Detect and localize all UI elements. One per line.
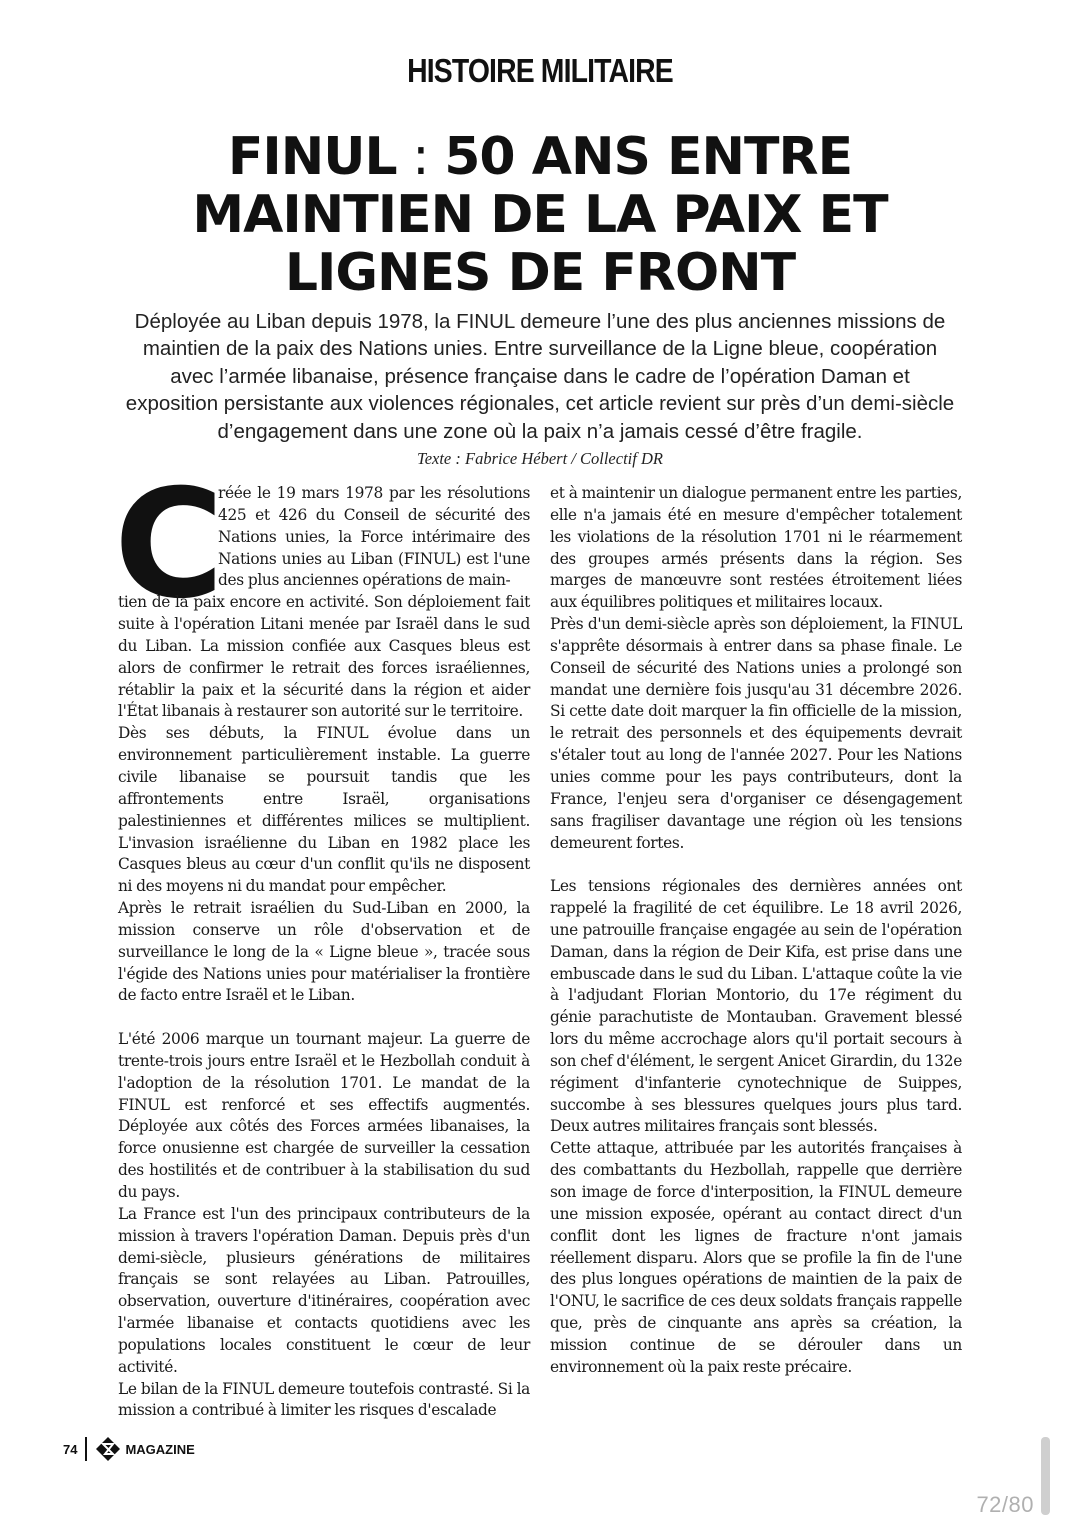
article-column-left [118, 483, 530, 1422]
paragraph: Dès ses débuts, la FINUL évolue dans un environnement particulièrement instable. La guerre civile libanaise se poursuit tandis que les affrontements entre Israël, organisations palestiniennes et différentes milices se multiplient. L'invasion israélienne du Liban en 1982 place les Casques bleus au cœur d'un conflit qu'ils ne disposent ni des moyens ni du mandat pour empêcher. [118, 724, 530, 896]
paragraph: tien de la paix encore en activité. Son déploiement fait suite à l'opération Litani menée par Israël dans le sud du Liban. La mission confiée aux Casques bleus est alors de confirmer le retrait des forces israéliennes, rétablir la paix et la sécurité dans la région et aider l'État libanais à restaurer son autorité sur le territoire. [118, 593, 530, 721]
viewer-scrollbar[interactable] [1041, 1437, 1050, 1515]
drop-cap: C [114, 458, 225, 632]
article-headline [40, 128, 1040, 302]
headline-colon: : [396, 127, 445, 187]
paragraph: L'été 2006 marque un tournant majeur. La guerre de trente-trois jours entre Israël et le Hezbollah conduit à l'adoption de la résolution 1701. Le mandat de la FINUL est renforcé et ses effectifs augmentés. Déployée aux côtés des Forces armées libanaises, la force onusienne est chargée de surveiller la cessation des hostilités et de contribuer à la stabilisation du sud du pays. [118, 1030, 530, 1201]
paragraph: Les tensions régionales des dernières années ont rappelé la fragilité de cet équilibre. Le 18 avril 2026, une patrouille française engagée au sein de l'opération Daman, dans la région de Deir Kifa, est prise dans une embuscade dans le sud du Liban. L'attaque coûte la vie à l'adjudant Florian Montorio, du 17e régiment du génie parachutiste de Montauban. Gravement blessé lors du même accrochage alors qu'il portait secours à son chef d'élément, le sergent Anicet Girardin, du 132e régiment d'infanterie cynotechnique de Suippes, succombe à ses blessures quelques jours plus tard. Deux autres militaires français sont blessés. [550, 877, 962, 1136]
lede-line: maintien de la paix des Nations unies. Entre surveillance de la Ligne bleue, coopération [142, 337, 938, 361]
paragraph-intro-dropcap: réée le 19 mars 1978 par les résolutions 425 et 426 du Conseil de sécurité des Nations unies, la Force intérimaire des Nations unies au Liban (FINUL) est l'une des plus anciennes opérations de main- [218, 484, 530, 590]
lede-line: d’engagement dans une zone où la paix n’a jamais cessé d’être fragile. [217, 419, 863, 443]
article-byline: Texte : Fabrice Hébert / Collectif DR [417, 449, 663, 468]
lede-line: avec l’armée libanaise, présence française dans le cadre de l’opération Daman et [170, 364, 910, 388]
headline-line-1 [40, 128, 1040, 186]
article-column-right [550, 483, 962, 1379]
article-lede [95, 308, 985, 445]
paragraph: et à maintenir un dialogue permanent entre les parties, elle n'a jamais été en mesure d'empêcher totalement les violations de la résolution 1701 ni le réarmement des groupes armés présents dans la région. Ses marges de manœuvre sont restées étroitement liées aux équilibres politiques et militaires locaux. [550, 484, 962, 612]
paragraph: Cette attaque, attribuée par les autorités françaises à des combattants du Hezbollah, rappelle que derrière son image de force d'interposition, la FINUL demeure une mission exposée, opérant au contact direct d'un conflit dont les lignes de fracture n'ont jamais réellement disparu. Alors que se profile la fin de l'une des plus longues opérations de maintien de la paix de l'ONU, le sacrifice de ces deux soldats français rappelle que, près de cinquante ans après sa création, la mission continue de se dérouler dans un environnement où la paix reste précaire. [550, 1139, 962, 1376]
paragraph: Près d'un demi-siècle après son déploiement, la FINUL s'apprête désormais à entrer dans sa phase finale. Le Conseil de sécurité des Nations unies a prolongé son mandat une dernière fois jusqu'au 31 décembre 2026. Si cette date doit marquer la fin officielle de la mission, le retrait des personnels et des équipements devrait s'étaler tout au long de l'année 2027. Pour les Nations unies comme pour les pays contributeurs, dont la France, l'enjeu sera d'organiser ce désengagement sans fragiliser davantage une région où les tensions demeurent fortes. [550, 615, 962, 852]
lede-line: exposition persistante aux violences régionales, cet article revient sur près d’un demi-siècle [125, 392, 955, 416]
footer-divider [85, 1437, 87, 1461]
page-number: 74 [63, 1441, 78, 1457]
headline-finul: FINUL [227, 127, 397, 187]
lede-line: Déployée au Liban depuis 1978, la FINUL demeure l’une des plus anciennes missions de [134, 310, 946, 333]
page-footer [63, 1436, 195, 1462]
viewer-page-indicator: 72/80 [976, 1492, 1034, 1517]
dz-logo-icon [95, 1436, 121, 1462]
headline-line-2: MAINTIEN DE LA PAIX ET [192, 185, 888, 245]
headline-years: 50 ANS ENTRE [444, 127, 853, 187]
paragraph: Le bilan de la FINUL demeure toutefois contrasté. Si la mission a contribué à limiter les risques d'escalade [118, 1379, 530, 1420]
headline-line-3: LIGNES DE FRONT [284, 243, 796, 303]
section-rubric: HISTOIRE MILITAIRE [407, 52, 673, 89]
magazine-label: MAGAZINE [125, 1441, 195, 1457]
paragraph: Après le retrait israélien du Sud-Liban en 2000, la mission conserve un rôle d'observation et de surveillance le long de la « Ligne bleue », tracée sous l'égide des Nations unies pour matérialiser la frontière de facto entre Israël et le Liban. [118, 899, 530, 1005]
paragraph: La France est l'un des principaux contributeurs de la mission à travers l'opération Daman. Depuis près d'un demi-siècle, plusieurs générations de militaires français se sont relayées au Liban. Patrouilles, observation, ouverture d'itinéraires, coopération avec l'armée libanaise et contacts quotidiens avec les populations locales constituent le cœur de leur activité. [118, 1204, 530, 1376]
